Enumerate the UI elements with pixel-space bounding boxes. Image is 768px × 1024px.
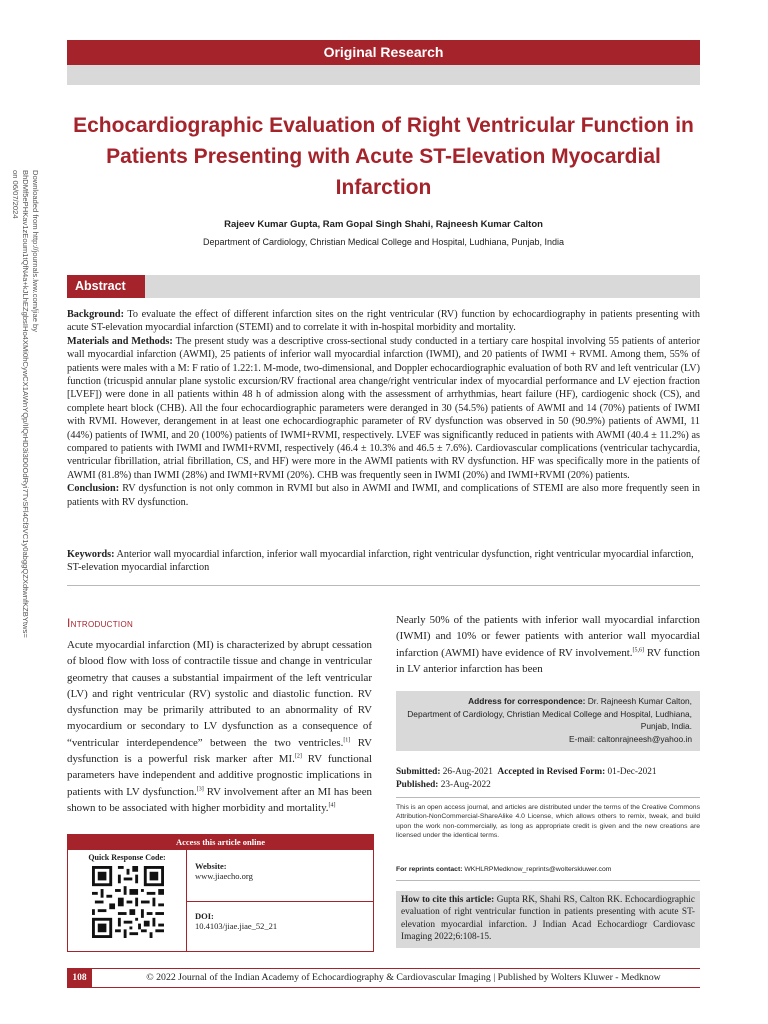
license-notice: This is an open access journal, and articles are distributed under the terms of the Creative Commons Attribution-NonCommercial-ShareAlike 4.0 License, which allows others to remix, tweak, and build upon the work non-commercially, as long as appropriate credit is given and the new creations are licensed under the identical terms. [396,804,700,840]
submitted-label: Submitted: [396,767,441,777]
citation-ref[interactable]: [1] [343,737,351,744]
website-info [195,861,253,881]
introduction-paragraph-2 [396,612,700,677]
keywords-label: Keywords: [67,549,115,560]
qr-column [68,850,187,951]
abstract-methods-label: Materials and Methods: [67,335,173,347]
keywords [67,548,700,575]
submitted-date: 26-Aug-2021 [442,767,493,777]
abstract-methods [67,335,700,482]
abstract-background [67,308,700,335]
abstract-heading: Abstract [67,275,145,298]
section-divider [67,585,700,586]
intro-text: Acute myocardial infarction (MI) is characterized by abrupt cessation of blood flow with loss of contractile tissue and change in ventricular geometry that causes a substantial impairment of the left ventricular (LV) and right ventricular (RV) systolic and diastolic function. RV dysfunction may be primarily attributed to an abnormality of RV myocardium or secondary to LV dysfunction as a consequence of “ventricular interdependence” between the two ventricles. [67,639,372,749]
how-to-cite-box [396,891,700,948]
qr-code-icon[interactable] [92,866,164,938]
section-label: Original Research [323,44,444,60]
abstract-header-bar [67,275,700,298]
website-link[interactable]: www.jiaecho.org [195,871,253,881]
intro-text: RV functional parameters have independent and additive prognostic implications in patients with LV dysfunction. [67,753,372,798]
correspondence-line-3: Punjab, India. [640,721,692,731]
abstract-conclusion-text: RV dysfunction is not only common in RVMI but also in AWMI and IWMI, and complications of STEMI are also more frequently seen in patients with RV dysfunction. [67,483,700,508]
abstract-methods-text: The present study was a descriptive cross-sectional study conducted in a tertiary care hospital involving 55 patients of anterior wall myocardial infarction (AWMI), 25 patients of inferior wall myocardial infarction (IWMI), and 20 patients of IWMI + RVMI. Among them, 55% of patients were males with a M: F ratio of 1.22:1. M-mode, two-dimensional, and Doppler echocardiographic evaluation of both RV and left ventricular (LV) function (tricuspid annular plane systolic excursion/RV fractional area change/right ventricular index of myocardial performance and LV ejection fraction [LVEF]) were done in all patients within 48 h of admission along with the assessment of arrhythmias, heart failure (HF), cardiogenic shock (CS), and complete heart block (CHB). All the four echocardiographic parameters were deranged in 30 (54.5%) patients of AWMI and 14 (70%) patients of IWMI with RVMI. However, derangement in at least one echocardiographic parameter of RV dysfunction was observed in 50 (90.9%) patients of AWMI, 11 (44%) patients of IWMI, and 20 (100%) patients of IWMI+RVMI, respectively. LVEF was significantly reduced in patients with AWMI (40.4 ± 11.2%) as compared to patients with IWMI and IWMI+RVMI, respectively (46.4 ± 10.3% and 46.5 ± 7.6%). Cardiovascular complications (ventricular tachycardia, ventricular fibrillation, atrial fibrillation, CS, and HF) were more in the AWMI patients with RV dysfunction. HF was specifically more in the patients of AWMI (81.8%) than IWMI (28%) and IWMI+RVMI (20%). CHB was frequently seen in IWMI (20%) and IWMI+RVMI (20%) patients. [67,335,700,481]
how-to-cite-text: Gupta RK, Shahi RS, Calton RK. Echocardiographic evaluation of right ventricular function in patients presenting with acute ST-elevation myocardial infarction. J Indian Acad Echocardiogr Cardiovasc Imaging 2022;6:108-15. [401,895,695,942]
page-footer [67,968,700,988]
intro-text: RV function in LV anterior infarction has been [396,646,700,675]
article-affiliation: Department of Cardiology, Christian Medical College and Hospital, Ludhiana, Punjab, India [202,237,565,247]
correspondence-email[interactable]: E-mail: caltonrajneesh@yahoo.in [568,733,692,744]
download-watermark-text: Downloaded from http://journals.lww.com/jiae by BhDMf5ePHKav1zEoum1tQfN4a+kJLhEZgbsIHo4XMi0hCywCX1AWnYQp/IlQrHD3i3D0OdRyi7TvSFl4Cf3VC1y0abggQZXdtwnfKZBYtws= on 06/07/2024 [11,170,40,638]
doi-label: DOI: [195,911,214,921]
license-divider [396,880,700,881]
abstract-body [67,308,700,509]
qr-label: Quick Response Code: [88,853,166,862]
access-online-box [67,834,374,952]
dates-divider [396,797,700,798]
intro-text: RV involvement after an MI has been shown to be associated with higher morbidity and mortality. [67,785,373,814]
dates-line-2 [396,779,700,792]
article-dates [396,766,700,791]
correspondence-label: Address for correspondence: [468,696,586,706]
correspondence-name: Dr. Rajneesh Kumar Calton, [587,696,692,706]
article-title: Echocardiographic Evaluation of Right Ventricular Function in Patients Presenting with Acute ST-Elevation Myocardial Infarction [73,114,694,199]
citation-ref[interactable]: [4] [328,802,336,809]
download-watermark [10,170,40,638]
article-authors: Rajeev Kumar Gupta, Ram Gopal Singh Shahi, Rajneesh Kumar Calton [224,219,543,230]
dates-line-1 [396,766,700,779]
reprints-contact [396,866,700,873]
footer-copyright: © 2022 Journal of the Indian Academy of Echocardiography & Cardiovascular Imaging | Published by Wolters Kluwer - Medknow [146,972,661,983]
correspondence-line-2: Department of Cardiology, Christian Medical College and Hospital, Ludhiana, [407,708,692,719]
accepted-label: Accepted in Revised Form: [497,767,606,777]
doi-info [195,911,277,931]
doi-link[interactable]: 10.4103/jiae.jiae_52_21 [195,921,278,931]
correspondence-box [396,691,700,751]
access-online-heading: Access this article online [68,835,373,850]
intro-text: Nearly 50% of the patients with inferior wall myocardial infarction (IWMI) and 10% or fewer patients with anterior wall myocardial infarction (AWMI) have evidence of RV involvement. [396,614,700,659]
abstract-background-label: Background: [67,309,124,320]
abstract-background-text: To evaluate the effect of different infarction sites on the right ventricular (RV) function by echocardiography in patients presenting with acute ST-elevation myocardial infarction (STEMI) and to correlate it with in-hospital morbidity and mortality. [67,309,700,334]
published-label: Published: [396,779,439,790]
how-to-cite-label: How to cite this article: [401,895,495,905]
introduction-paragraph-1 [67,637,372,816]
citation-ref[interactable]: [3] [196,786,204,793]
published-date: 23-Aug-2022 [440,779,491,790]
accepted-date: 01-Dec-2021 [607,767,657,777]
section-banner [67,40,700,65]
introduction-heading: Introduction [67,616,134,630]
correspondence-line-1 [396,695,692,708]
intro-text: RV dysfunction is a powerful risk marker after MI. [67,736,372,766]
section-banner-underbar [67,65,700,85]
keywords-text: Anterior wall myocardial infarction, inferior wall myocardial infarction, right ventricular dysfunction, right ventricular myocardial infarction, ST-elevation myocardial infarction [67,549,694,574]
citation-ref[interactable]: [2] [294,753,302,760]
access-box-divider [186,901,373,902]
abstract-conclusion-label: Conclusion: [67,483,120,495]
page-number: 108 [67,969,92,987]
website-label: Website: [195,861,227,871]
reprints-email[interactable]: WKHLRPMedknow_reprints@wolterskluwer.com [464,866,612,873]
citation-ref[interactable]: [5,6] [632,646,645,653]
reprints-label: For reprints contact: [396,866,463,873]
abstract-conclusion [67,482,700,509]
